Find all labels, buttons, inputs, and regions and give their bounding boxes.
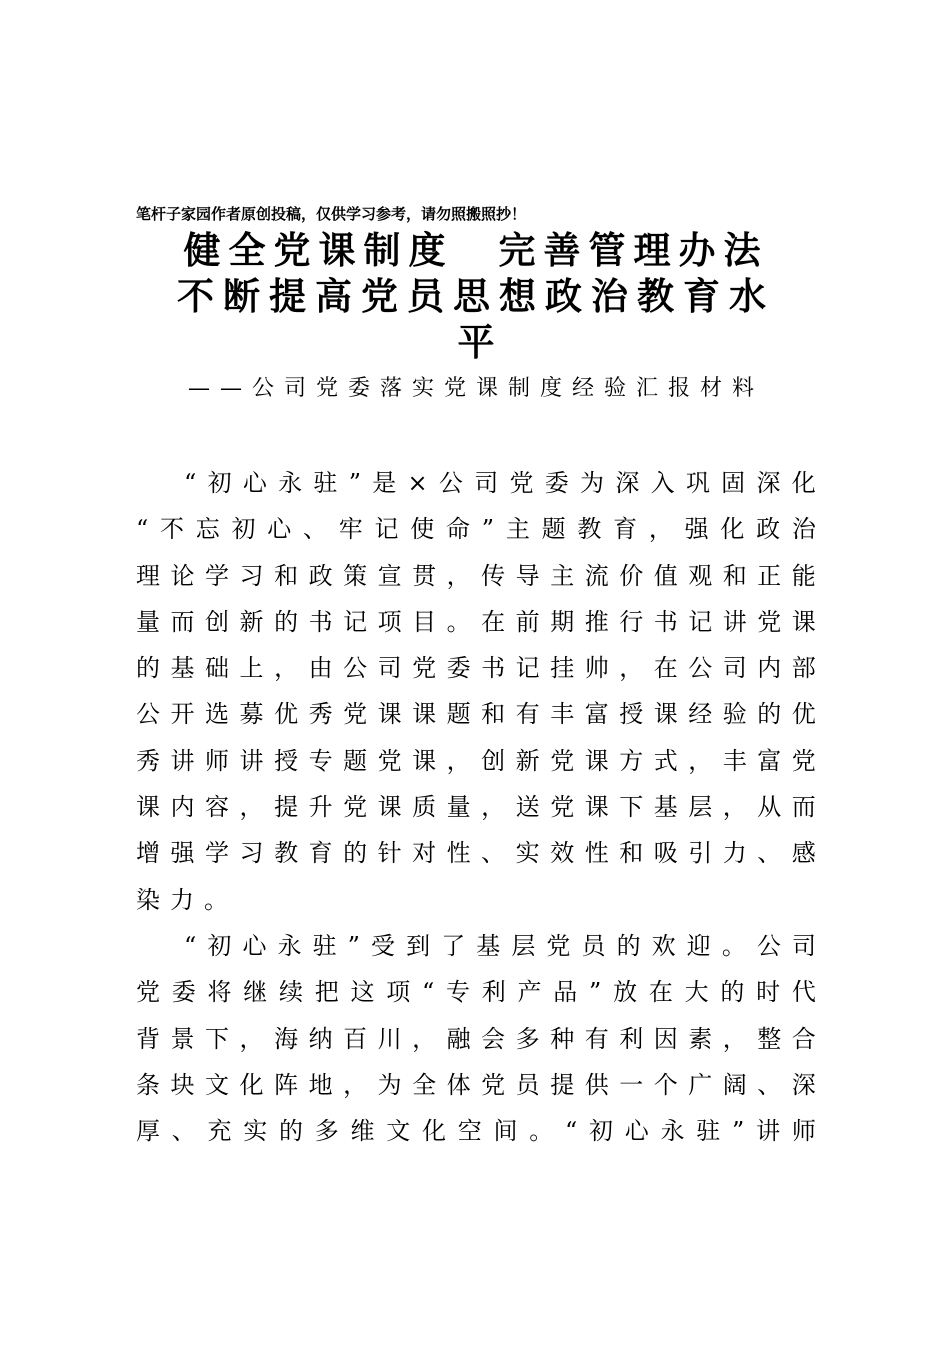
body-line: “ 初 心 永 驻 ” 是 × 公 司 党 委 为 深 入 巩 固 深 化 <box>184 469 816 497</box>
title-line-2: 不断提高党员思想政治教育水 <box>177 274 775 318</box>
body-line: 课 内 容 ， 提 升 党 课 质 量 ， 送 党 课 下 基 层 ， 从 而 <box>136 793 816 822</box>
body-line: “ 不 忘 初 心 、 牢 记 使 命 ” 主 题 教 育 ， 强 化 政 治 <box>136 515 816 544</box>
body-line: 增 强 学 习 教 育 的 针 对 性 、 实 效 性 和 吸 引 力 、 感 <box>136 839 816 868</box>
body-line: 秀 讲 师 讲 授 专 题 党 课 ， 创 新 党 课 方 式 ， 丰 富 党 <box>136 746 816 775</box>
body-line: “ 初 心 永 驻 ” 受 到 了 基 层 党 员 的 欢 迎 。 公 司 <box>184 931 816 960</box>
body-line: 染 力 。 <box>136 885 228 914</box>
body-line: 的 基 础 上 ， 由 公 司 党 委 书 记 挂 帅 ， 在 公 司 内 部 <box>136 654 816 683</box>
copyright-notice: 笔杆子家园作者原创投稿，仅供学习参考，请勿照搬照抄！ <box>136 205 527 223</box>
body-line: 条 块 文 化 阵 地 ， 为 全 体 党 员 提 供 一 个 广 阔 、 深 <box>136 1070 816 1099</box>
body-line: 党 委 将 继 续 把 这 项 “ 专 利 产 品 ” 放 在 大 的 时 代 <box>136 978 816 1007</box>
body-line: 理 论 学 习 和 政 策 宣 贯 ， 传 导 主 流 价 值 观 和 正 能 <box>136 561 816 590</box>
body-line: 量 而 创 新 的 书 记 项 目 。 在 前 期 推 行 书 记 讲 党 课 <box>136 607 816 636</box>
body-line: 厚 、 充 实 的 多 维 文 化 空 间 。 “ 初 心 永 驻 ” 讲 师 <box>136 1117 816 1146</box>
body-line: 背 景 下 ， 海 纳 百 川 ， 融 会 多 种 有 利 因 素 ， 整 合 <box>136 1024 816 1053</box>
body-text <box>136 460 816 1154</box>
body-line: 公 开 选 募 优 秀 党 课 课 题 和 有 丰 富 授 课 经 验 的 优 <box>136 700 816 729</box>
title-line-1: 健全党课制度 完善管理办法 <box>183 228 769 272</box>
subtitle: ——公司党委落实党课制度经验汇报材料 <box>187 376 764 401</box>
title-line-3: 平 <box>457 320 495 364</box>
